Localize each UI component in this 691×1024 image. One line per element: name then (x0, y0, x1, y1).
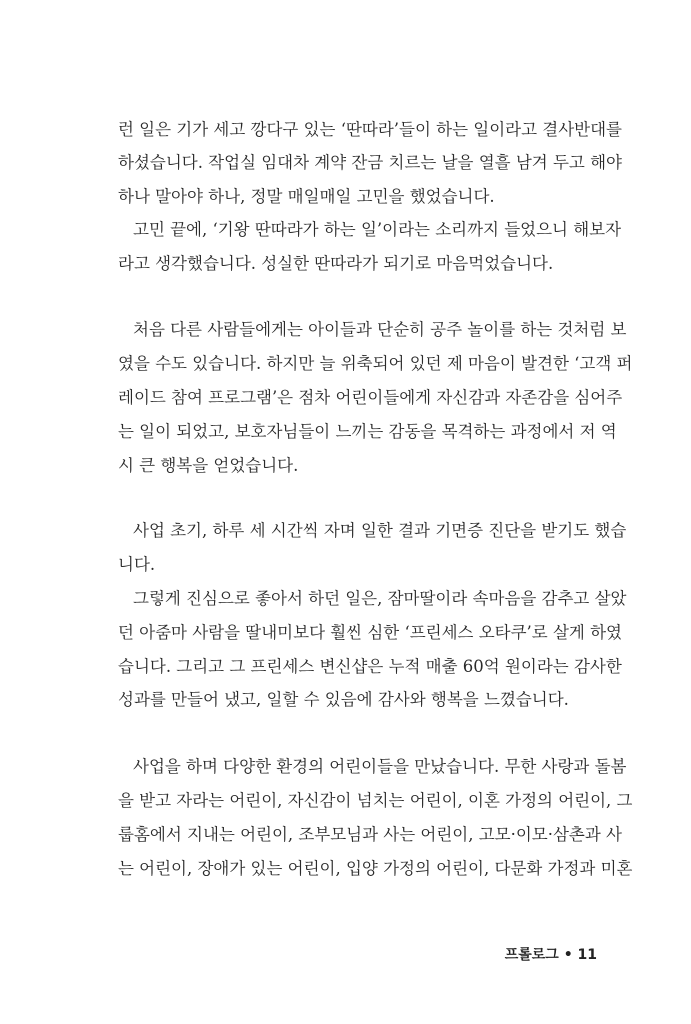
text-line: 고민 끝에, ‘기왕 딴따라가 하는 일’이라는 소리까지 들었으니 해보자 (133, 220, 622, 239)
page-footer (505, 944, 597, 964)
text-line: 레이드 참여 프로그램’은 점차 어린이들에게 자신감과 자존감을 심어주 (118, 388, 623, 407)
text-line: 습니다. 그리고 그 프린세스 변신샵은 누적 매출 60억 원이라는 감사한 (118, 657, 622, 676)
text-line: 런 일은 기가 세고 깡다구 있는 ‘딴따라’들이 하는 일이라고 결사반대를 (118, 120, 622, 139)
section-title: 프롤로그 (504, 947, 559, 963)
text-line: 라고 생각했습니다. 성실한 딴따라가 되기로 마음먹었습니다. (118, 254, 554, 273)
text-line: 는 어린이, 장애가 있는 어린이, 입양 가정의 어린이, 다문화 가정과 미혼 (118, 859, 633, 878)
text-line: 사업을 하며 다양한 환경의 어린이들을 만났습니다. 무한 사랑과 돌봄 (133, 757, 627, 776)
text-line: 였을 수도 있습니다. 하지만 늘 위축되어 있던 제 마음이 발견한 ‘고객 퍼 (118, 354, 633, 373)
text-line: 시 큰 행복을 얻었습니다. (118, 456, 299, 475)
text-line: 그렇게 진심으로 좋아서 하던 일은, 잠마딸이라 속마음을 감추고 살았 (133, 589, 627, 608)
text-line: 룹홈에서 지내는 어린이, 조부모님과 사는 어린이, 고모·이모·삼촌과 사 (118, 825, 622, 844)
separator-dot: • (563, 947, 573, 963)
text-line: 던 아줌마 사람을 딸내미보다 훨씬 심한 ‘프린세스 오타쿠’로 살게 하였 (118, 623, 622, 642)
text-line: 하나 말아야 하나, 정말 매일매일 고민을 했었습니다. (118, 187, 495, 206)
text-line: 성과를 만들어 냈고, 일할 수 있음에 감사와 행복을 느꼈습니다. (118, 690, 569, 709)
text-line: 하셨습니다. 작업실 임대차 계약 잔금 치르는 날을 열흘 남겨 두고 해야 (118, 153, 622, 172)
text-line: 는 일이 되었고, 보호자님들이 느끼는 감동을 목격하는 과정에서 저 역 (118, 422, 617, 441)
text-line: 니다. (118, 555, 156, 574)
text-line: 사업 초기, 하루 세 시간씩 자며 일한 결과 기면증 진단을 받기도 했습 (133, 521, 627, 540)
text-line: 처음 다른 사람들에게는 아이들과 단순히 공주 놀이를 하는 것처럼 보 (133, 320, 627, 339)
page-number: 11 (577, 947, 597, 963)
text-line: 을 받고 자라는 어린이, 자신감이 넘치는 어린이, 이혼 가정의 어린이, 그 (118, 791, 633, 810)
